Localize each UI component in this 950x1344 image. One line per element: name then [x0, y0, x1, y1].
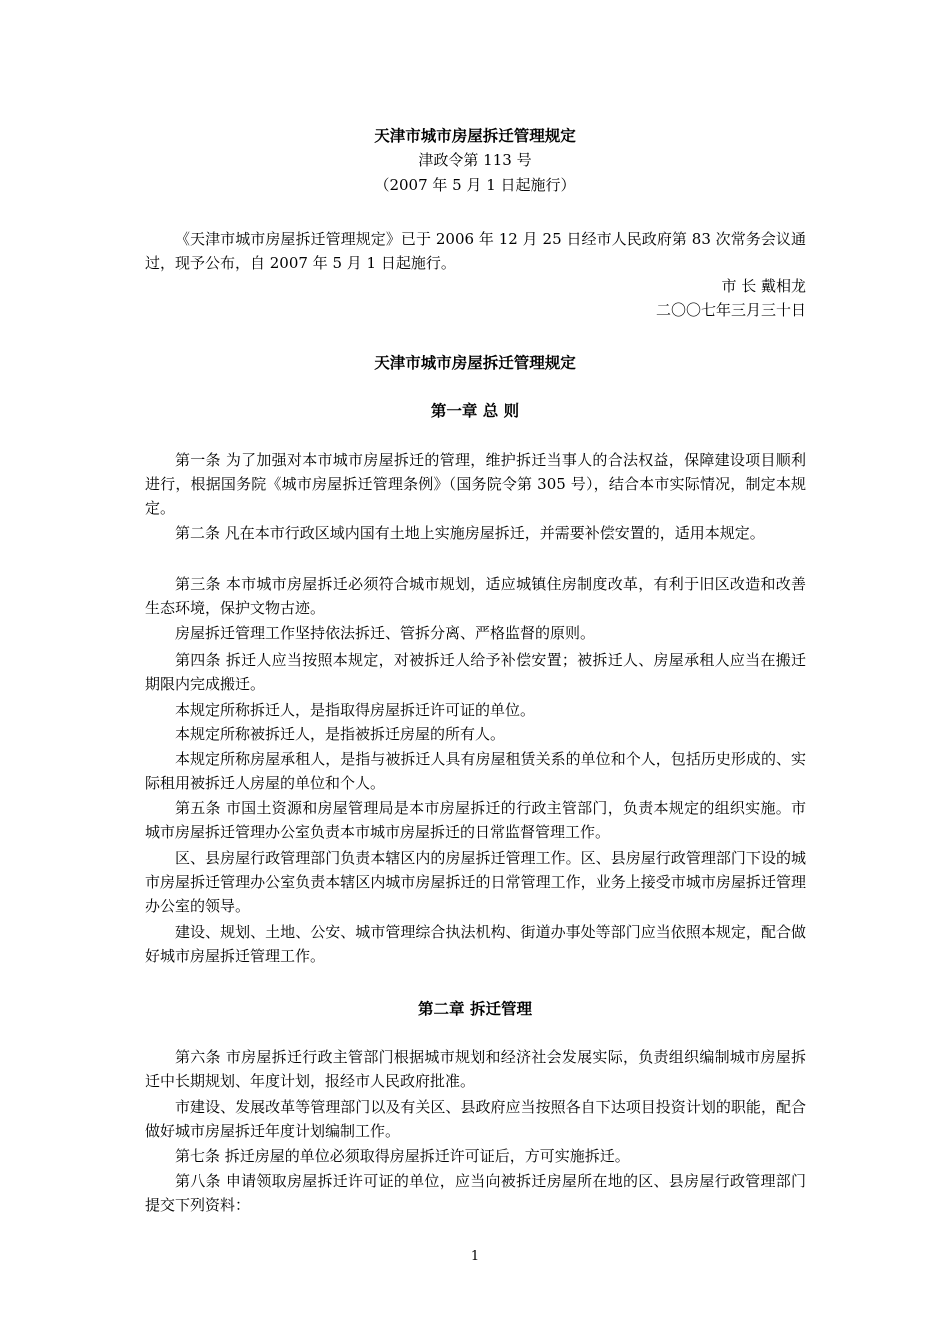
- article-5-para-2: 区、县房屋行政管理部门负责本辖区内的房屋拆迁管理工作。区、县房屋行政管理部门下设的城市房屋拆迁管理办公室负责本辖区内城市房屋拆迁的日常管理工作，业务上接受市城市房屋拆迁管理办公室的领导。: [145, 849, 806, 915]
- article-7: 第七条 拆迁房屋的单位必须取得房屋拆迁许可证后，方可实施拆迁。: [175, 1147, 630, 1165]
- chapter-1-heading: 第一章 总 则: [430, 401, 520, 420]
- order-number: 津政令第 113 号: [418, 151, 532, 169]
- effective-date: （2007 年 5 月 1 日起施行）: [374, 176, 576, 194]
- article-1: 第一条 为了加强对本市城市房屋拆迁的管理，维护拆迁当事人的合法权益，保障建设项目顺利进行，根据国务院《城市房屋拆迁管理条例》（国务院令第 305 号），结合本市实际情况，制定本规定。: [145, 451, 806, 517]
- article-4-para-3: 本规定所称被拆迁人，是指被拆迁房屋的所有人。: [175, 725, 506, 743]
- article-3: 第三条 本市城市房屋拆迁必须符合城市规划，适应城镇住房制度改革，有利于旧区改造和改善生态环境，保护文物古迹。: [145, 575, 806, 617]
- document-title: 天津市城市房屋拆迁管理规定: [374, 126, 576, 145]
- article-4-para-4: 本规定所称房屋承租人，是指与被拆迁人具有房屋租赁关系的单位和个人，包括历史形成的、实际租用被拆迁人房屋的单位和个人。: [145, 750, 806, 792]
- chapter-2-heading: 第二章 拆迁管理: [418, 999, 532, 1018]
- decree-date: 二〇〇七年三月三十日: [655, 301, 806, 319]
- article-6-para-2: 市建设、发展改革等管理部门以及有关区、县政府应当按照各自下达项目投资计划的职能，配合做好城市房屋拆迁年度计划编制工作。: [145, 1098, 806, 1140]
- regulation-title: 天津市城市房屋拆迁管理规定: [374, 353, 576, 372]
- article-5: 第五条 市国土资源和房屋管理局是本市房屋拆迁的行政主管部门，负责本规定的组织实施。市城市房屋拆迁管理办公室负责本市城市房屋拆迁的日常监督管理工作。: [145, 799, 806, 841]
- page-number: 1: [470, 1249, 480, 1264]
- article-3-para-2: 房屋拆迁管理工作坚持依法拆迁、管拆分离、严格监督的原则。: [175, 624, 596, 642]
- article-5-para-3: 建设、规划、土地、公安、城市管理综合执法机构、街道办事处等部门应当依照本规定，配合做好城市房屋拆迁管理工作。: [145, 923, 806, 965]
- article-6: 第六条 市房屋拆迁行政主管部门根据城市规划和经济社会发展实际，负责组织编制城市房屋拆迁中长期规划、年度计划，报经市人民政府批准。: [145, 1048, 806, 1090]
- article-4-para-2: 本规定所称拆迁人，是指取得房屋拆迁许可证的单位。: [175, 701, 536, 719]
- article-8: 第八条 申请领取房屋拆迁许可证的单位，应当向被拆迁房屋所在地的区、县房屋行政管理部门提交下列资料：: [145, 1172, 806, 1214]
- article-4: 第四条 拆迁人应当按照本规定，对被拆迁人给予补偿安置；被拆迁人、房屋承租人应当在搬迁期限内完成搬迁。: [145, 651, 806, 693]
- decree-body: 《天津市城市房屋拆迁管理规定》已于 2006 年 12 月 25 日经市人民政府第 83 次常务会议通过，现予公布，自 2007 年 5 月 1 日起施行。: [145, 230, 806, 272]
- article-2: 第二条 凡在本市行政区域内国有土地上实施房屋拆迁，并需要补偿安置的，适用本规定。: [175, 524, 765, 542]
- decree-signer: 市 长 戴相龙: [721, 277, 806, 295]
